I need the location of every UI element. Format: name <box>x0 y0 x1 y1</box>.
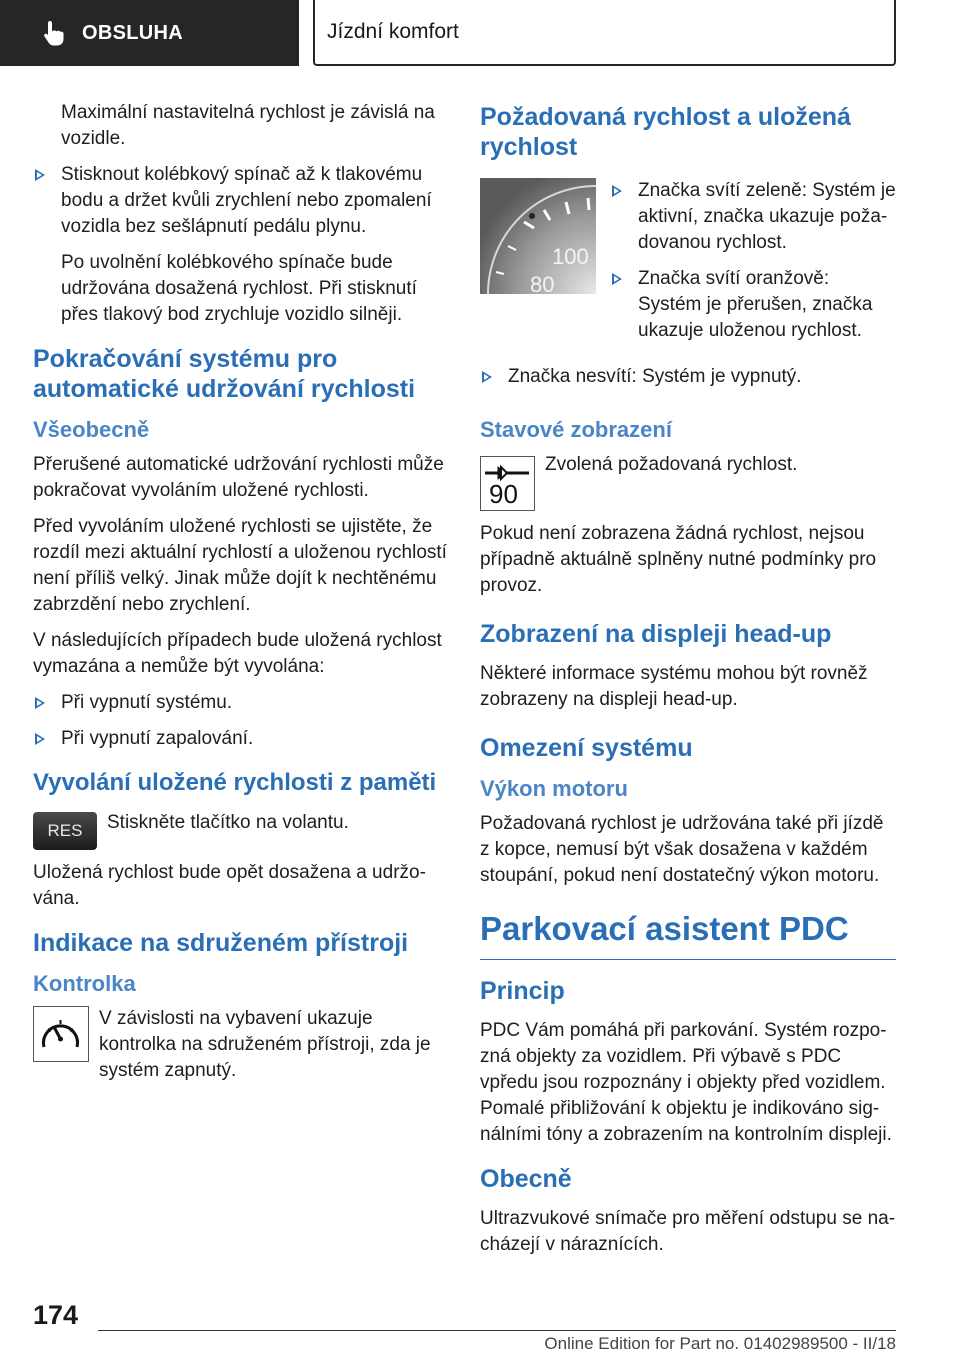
heading-recall: Vyvolání uložené rychlosti z paměti <box>33 769 437 796</box>
paragraph: Pokud není zobrazena žádná rychlost, nejsou případně aktuálně splněny nutné podmínky pro provoz. <box>480 523 877 596</box>
page-number: 174 <box>33 1300 79 1330</box>
heading-indicator: Kontrolka <box>33 971 136 996</box>
status-figure-row <box>480 452 896 511</box>
paragraph: V následujících případech bude uložená rychlost vymazána a nemůže být vyvolána: <box>33 630 442 677</box>
res-button-image <box>33 812 97 850</box>
chapter-header <box>313 0 896 66</box>
paragraph: Požadovaná rychlost je udržována také při jízdě z kopce, nemusí být však dosažena v každém stoupání, pokud není dostatečný výkon motoru. <box>480 813 884 886</box>
cruise-control-indicator-icon <box>33 1006 89 1062</box>
heading-desired-speed: Požadovaná rychlost a uložená rychlost <box>480 103 851 161</box>
triangle-bullet-icon <box>35 169 45 181</box>
heading-limits: Omezení systému <box>480 734 693 762</box>
status-speed-value: 90 <box>489 479 518 509</box>
paragraph: Přerušené automatické udržování rychlosti může pokračovat vyvoláním uložené rychlosti. <box>33 454 444 501</box>
list-item <box>480 364 896 390</box>
paragraph: Po uvolnění kolébkového spínače bude udržována dosažená rychlost. Při stisknutí přes tlakový bod zrychluje vozidlo silněji. <box>61 252 417 325</box>
heading-status: Stavové zobrazení <box>480 417 672 442</box>
hand-pointer-icon <box>42 19 66 47</box>
heading-cluster: Indikace na sdruženém přístroji <box>33 929 409 957</box>
list-item <box>33 162 451 240</box>
triangle-bullet-icon <box>35 697 45 709</box>
res-label: RES <box>47 821 83 840</box>
footer-divider <box>98 1330 896 1331</box>
paragraph: Ultrazvukové snímače pro měření odstupu se nacházejí v náraznících. <box>480 1208 896 1255</box>
bullet-list <box>33 690 451 752</box>
paragraph: Před vyvoláním uložené rychlosti se ujistěte, že rozdíl mezi aktuální rychlostí a uloženou rychlostí není příliš velký. Jinak může dojít k nechtěnému zabrzdění nebo zrychlení. <box>33 516 447 615</box>
heading-engine: Výkon motoru <box>480 776 628 801</box>
gauge-label-80: 80 <box>530 272 555 294</box>
heading-principle: Princip <box>480 977 565 1005</box>
heading-general: Všeobecně <box>33 417 150 442</box>
gauge-label-100: 100 <box>552 244 589 269</box>
paragraph: PDC Vám pomáhá při parkování. Systém rozpozná objekty za vozidlem. Při výbavě s PDC vpředu jsou rozpoznány i objekty před vozidlem. Pomalé přibližování k objektu je indikováno signálními tóny a zobrazením na kontrolním displeji. <box>480 1020 892 1145</box>
speedometer-image <box>480 178 596 294</box>
status-speed-image <box>480 456 535 511</box>
triangle-bullet-icon <box>482 371 492 383</box>
paragraph: Maximální nastavitelná rychlost je závislá na vozidle. <box>61 102 435 149</box>
bullet-list <box>33 162 451 240</box>
gauge-figure-row <box>480 178 896 354</box>
paragraph: V závislosti na vybavení ukazuje kontrolka na sdruženém přístroji, zda je systém zapnutý. <box>99 1008 431 1081</box>
indicator-figure-row <box>33 1006 451 1084</box>
list-item <box>610 178 896 256</box>
heading-hud: Zobrazení na displeji head-up <box>480 620 832 648</box>
paragraph: Některé informace systému mohou být rovněž zobrazeny na displeji head-up. <box>480 663 868 710</box>
right-column <box>480 100 896 1268</box>
triangle-bullet-icon <box>612 273 622 285</box>
heading-general-pdc: Obecně <box>480 1165 572 1193</box>
bullet-list <box>610 178 896 344</box>
paragraph: Zvolená požadovaná rychlost. <box>545 454 798 475</box>
list-item <box>33 690 451 716</box>
paragraph: Stiskněte tlačítko na volantu. <box>107 812 349 833</box>
footer-edition: Online Edition for Part no. 01402989500 - II/18 <box>544 1334 896 1353</box>
section-tab <box>0 0 299 66</box>
res-figure-row <box>33 810 451 850</box>
left-column <box>33 100 451 1094</box>
list-item-text: Při vypnutí systému. <box>61 692 233 713</box>
chapter-title: Jízdní komfort <box>327 20 459 43</box>
triangle-bullet-icon <box>35 733 45 745</box>
heading-pdc: Parkovací asistent PDC <box>480 909 896 960</box>
list-item-text: Při vypnutí zapalování. <box>61 728 254 749</box>
bullet-list <box>480 364 896 390</box>
list-item-text: Značka svítí oranžově: Systém je přerušen, značka ukazuje uloženou rychlost. <box>638 268 873 341</box>
heading-continue: Pokračování systému pro automatické udržování rychlosti <box>33 345 416 403</box>
list-item <box>33 726 451 752</box>
list-item-text: Značka svítí zeleně: Systém je aktivní, značka ukazuje požadovanou rychlost. <box>638 180 896 253</box>
list-item-text: Značka nesvítí: Systém je vypnutý. <box>508 366 802 387</box>
list-item <box>610 266 896 344</box>
paragraph: Uložená rychlost bude opět dosažena a udržována. <box>33 862 426 909</box>
section-label: OBSLUHA <box>82 21 183 44</box>
list-item-text: Stisknout kolébkový spínač až k tlakovému bodu a držet kvůli zrychlení nebo zpomalení vozidla bez sešlápnutí pedálu plynu. <box>61 164 432 237</box>
triangle-bullet-icon <box>612 185 622 197</box>
